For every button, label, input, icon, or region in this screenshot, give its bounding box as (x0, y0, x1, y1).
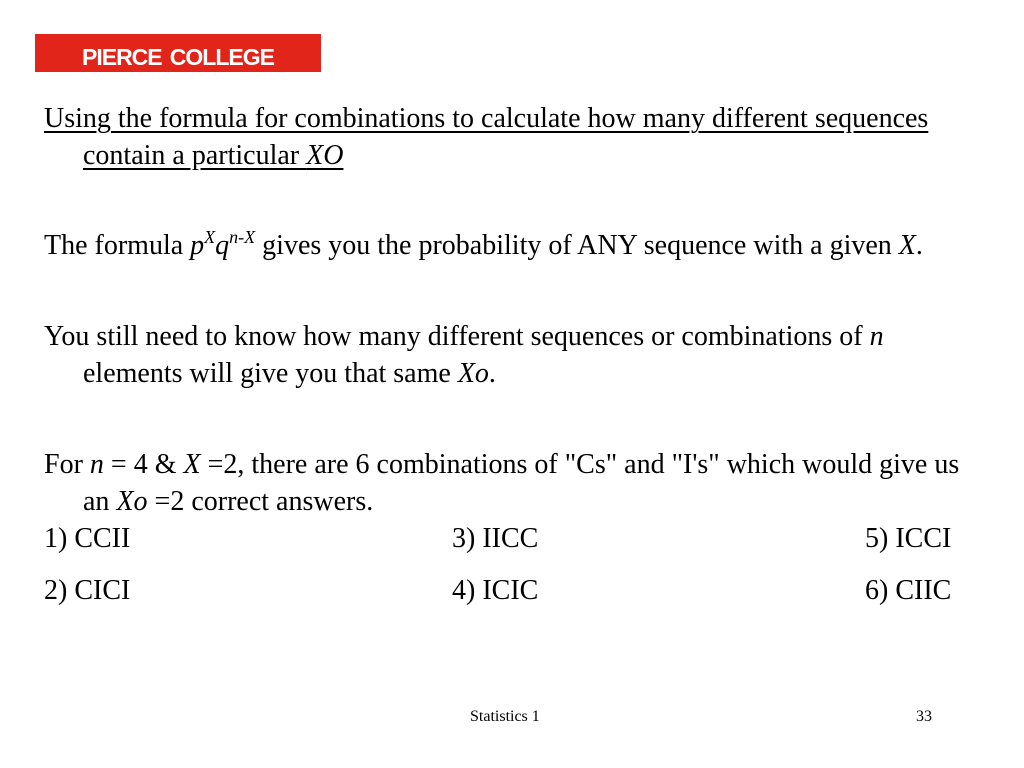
heading-em: XO (306, 140, 344, 171)
para2-a: You still need to know how many different sequences or combinations of (44, 321, 870, 352)
para3-d: =2 correct answers. (147, 486, 374, 517)
formula-q-exponent: n-X (229, 227, 256, 247)
para3-n: n (89, 449, 104, 480)
combination-item: 4) ICIC (452, 575, 539, 606)
para3-c: =2, there are 6 combinations of "Cs" and "I's" which would give us an (83, 449, 960, 517)
para3-xo: Xo (116, 486, 148, 517)
para2-xo: Xo (457, 358, 489, 389)
combination-item: 6) CIIC (865, 575, 952, 606)
logo-text: pierce college (82, 34, 274, 72)
page-number: 33 (916, 708, 932, 725)
formula-p: p (190, 230, 205, 261)
heading-text (44, 103, 928, 171)
slide-content (44, 100, 984, 624)
footer-title: Statistics 1 (470, 708, 540, 725)
formula-p-exponent: X (204, 227, 216, 247)
para1-x: X (898, 230, 916, 261)
combinations-row-1 (44, 520, 984, 572)
para1-c: . (915, 230, 923, 261)
combination-item: 1) CCII (44, 523, 131, 554)
combination-item: 3) IICC (452, 523, 539, 554)
example-paragraph (44, 446, 984, 520)
para3-x: X (183, 449, 201, 480)
combination-item: 5) ICCI (865, 523, 952, 554)
formula-q: q (215, 230, 230, 261)
para1-b: gives you the probability of ANY sequence with a given (255, 230, 899, 261)
sequences-paragraph (44, 318, 984, 392)
para1-a: The formula (44, 230, 191, 261)
para2-n: n (869, 321, 884, 352)
heading-line: Using the formula for combinations to calculate how many different sequences contain a particular (44, 103, 929, 171)
formula-paragraph (44, 227, 984, 264)
slide-heading (44, 100, 984, 174)
pierce-college-logo (35, 34, 321, 72)
para3-a: For (44, 449, 90, 480)
combination-item: 2) CICI (44, 575, 131, 606)
combinations-row-2 (44, 572, 984, 624)
para3-b: = 4 & (103, 449, 184, 480)
para2-b: elements will give you that same (83, 358, 458, 389)
para2-c: . (488, 358, 496, 389)
